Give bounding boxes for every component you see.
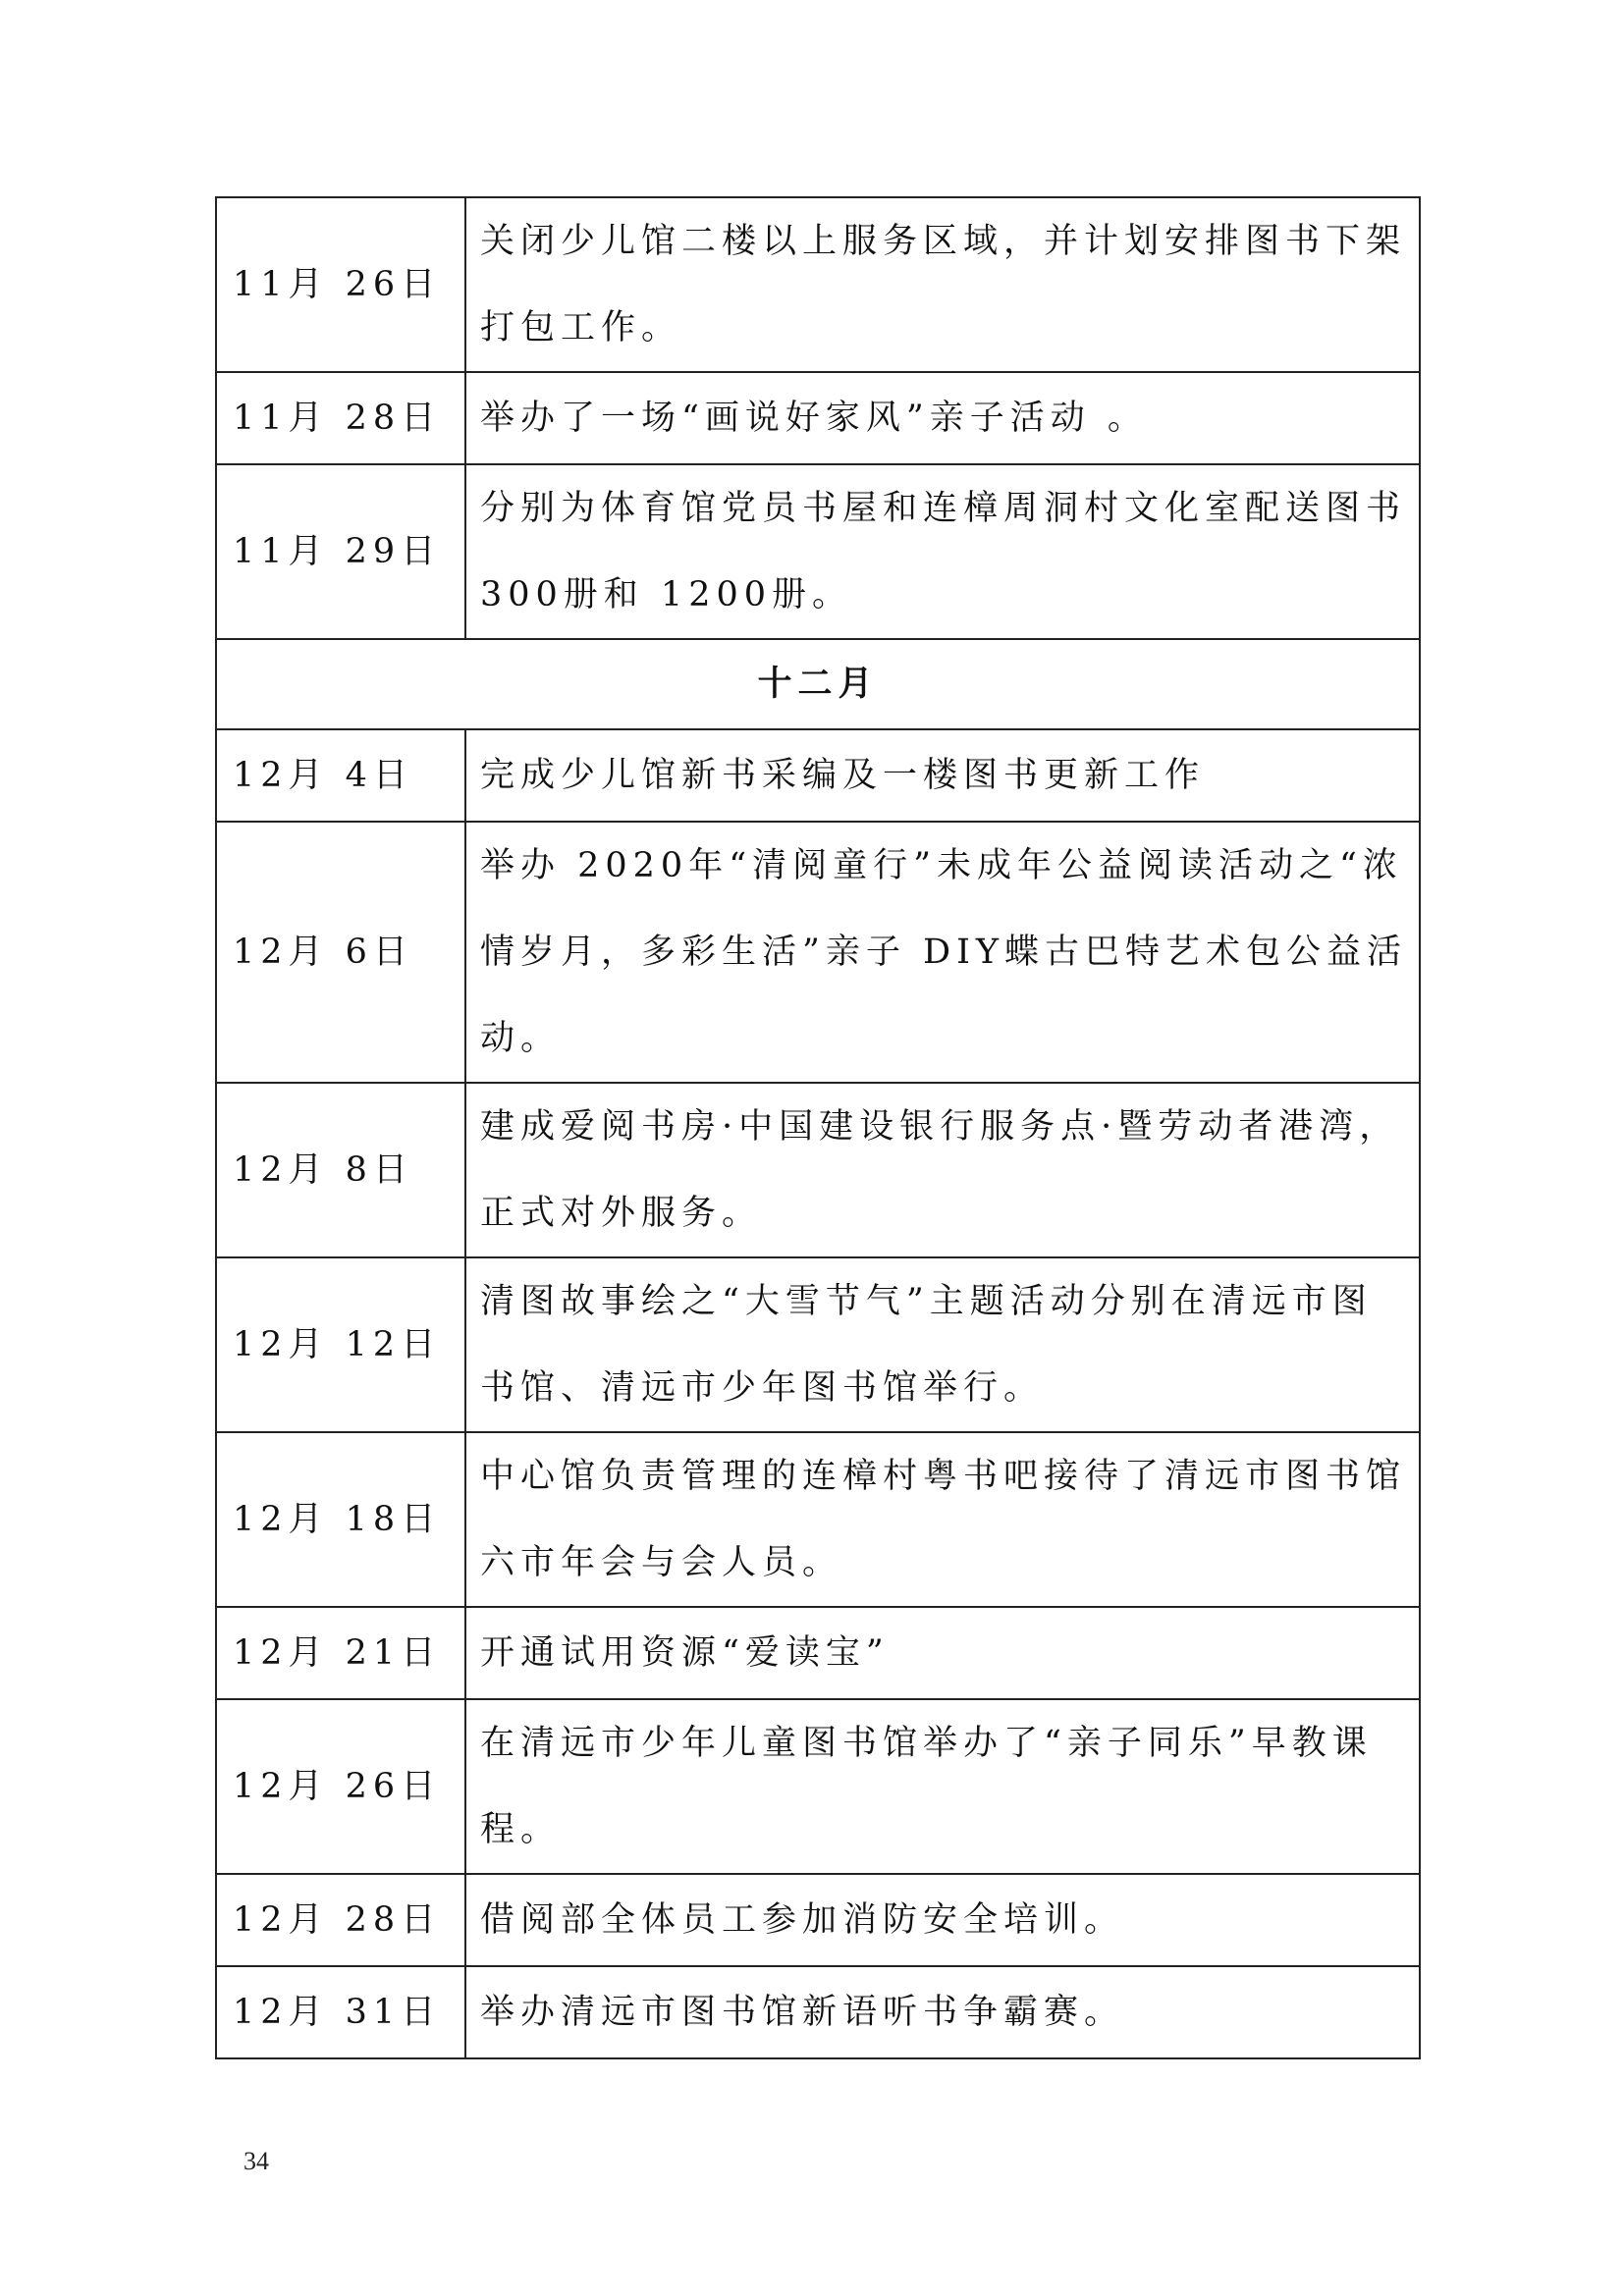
table-row: [216, 1257, 1420, 1432]
date-cell: 11月 28日: [216, 372, 465, 464]
table-row: [216, 822, 1420, 1083]
description-cell: 开通试用资源“爱读宝”: [465, 1607, 1420, 1699]
date-cell: 12月 12日: [216, 1257, 465, 1432]
description-cell: 借阅部全体员工参加消防安全培训。: [465, 1874, 1420, 1966]
date-cell: 11月 26日: [216, 197, 465, 372]
date-cell: 12月 4日: [216, 729, 465, 822]
date-cell: 12月 8日: [216, 1083, 465, 1257]
month-heading: 十二月: [216, 639, 1420, 729]
table-row: [216, 372, 1420, 464]
date-cell: 12月 18日: [216, 1432, 465, 1607]
date-cell: 12月 31日: [216, 1966, 465, 2058]
table-row: [216, 1699, 1420, 1874]
description-cell: 举办清远市图书馆新语听书争霸赛。: [465, 1966, 1420, 2058]
description-cell: 举办 2020年“清阅童行”未成年公益阅读活动之“浓情岁月，多彩生活”亲子 DIY蝶古巴特艺术包公益活动。: [465, 822, 1420, 1083]
table-row: [216, 1607, 1420, 1699]
table-row: [216, 729, 1420, 822]
table-row: [216, 1432, 1420, 1607]
date-cell: 12月 21日: [216, 1607, 465, 1699]
table-row: [216, 464, 1420, 639]
description-cell: 建成爱阅书房·中国建设银行服务点·暨劳动者港湾，正式对外服务。: [465, 1083, 1420, 1257]
description-cell: 完成少儿馆新书采编及一楼图书更新工作: [465, 729, 1420, 822]
description-cell: 在清远市少年儿童图书馆举办了“亲子同乐”早教课程。: [465, 1699, 1420, 1874]
table-row: [216, 1966, 1420, 2058]
table-row: [216, 1083, 1420, 1257]
description-cell: 关闭少儿馆二楼以上服务区域，并计划安排图书下架打包工作。: [465, 197, 1420, 372]
event-table: [215, 196, 1421, 2059]
description-cell: 举办了一场“画说好家风”亲子活动 。: [465, 372, 1420, 464]
date-cell: 11月 29日: [216, 464, 465, 639]
table-row: [216, 1874, 1420, 1966]
description-cell: 分别为体育馆党员书屋和连樟周洞村文化室配送图书 300册和 1200册。: [465, 464, 1420, 639]
table-row: [216, 197, 1420, 372]
month-header-row: [216, 639, 1420, 729]
date-cell: 12月 6日: [216, 822, 465, 1083]
page-number: 34: [244, 2147, 269, 2175]
date-cell: 12月 26日: [216, 1699, 465, 1874]
date-cell: 12月 28日: [216, 1874, 465, 1966]
description-cell: 清图故事绘之“大雪节气”主题活动分别在清远市图书馆、清远市少年图书馆举行。: [465, 1257, 1420, 1432]
description-cell: 中心馆负责管理的连樟村粤书吧接待了清远市图书馆六市年会与会人员。: [465, 1432, 1420, 1607]
